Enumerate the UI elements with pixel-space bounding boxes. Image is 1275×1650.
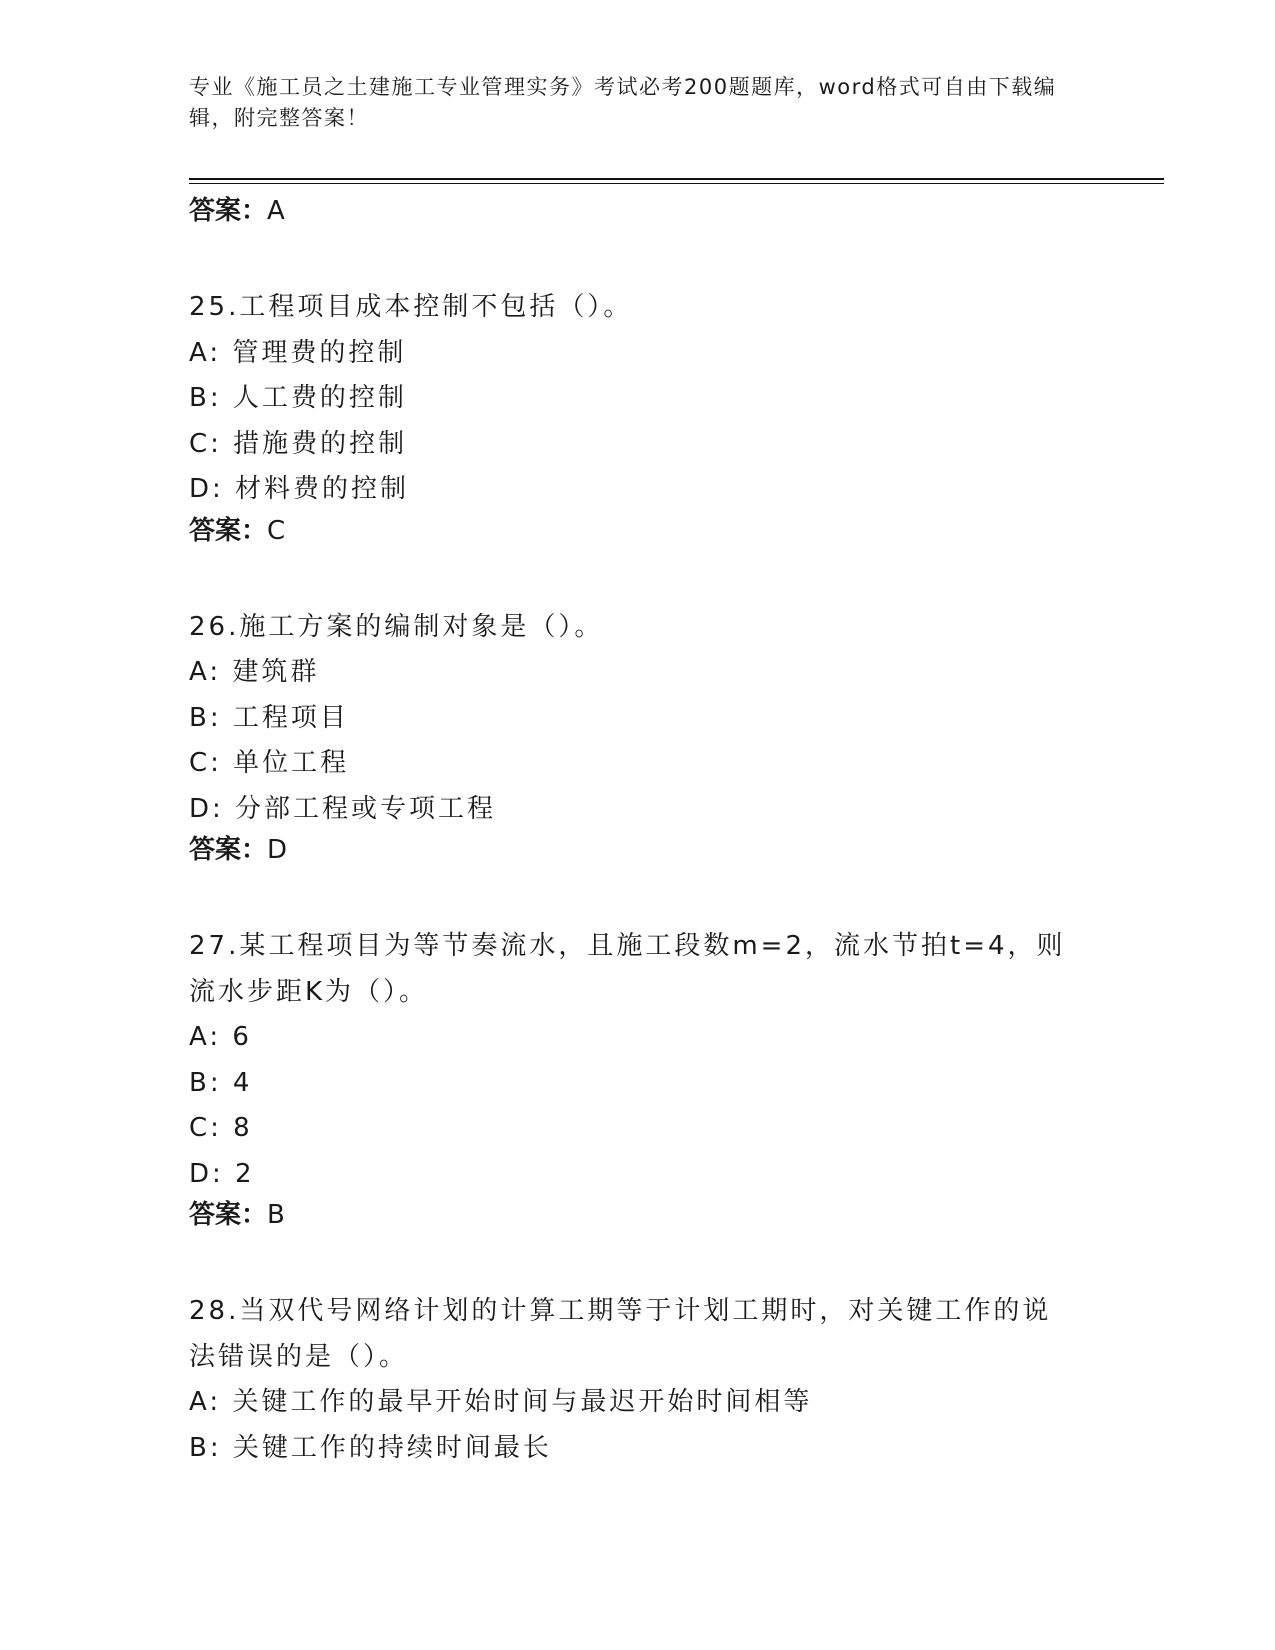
answer-value: C	[267, 515, 286, 546]
answer-value: A	[267, 196, 285, 226]
question-block	[189, 605, 1089, 869]
spacer	[189, 229, 1089, 285]
answer-line	[189, 513, 1089, 549]
question-list	[189, 193, 1089, 1471]
option-c: C: 8	[189, 1113, 253, 1143]
spacer	[189, 1233, 1089, 1289]
answer-line	[189, 832, 1089, 868]
answer-label: 答案：	[189, 1200, 268, 1230]
document-header: 专业《施工员之土建施工专业管理实务》考试必考200题题库，word格式可自由下载编辑，附完整答案！	[189, 75, 1057, 130]
option-a: A: 关键工作的最早开始时间与最迟开始时间相等	[189, 1387, 813, 1417]
option-d: D: 2	[189, 1158, 255, 1189]
question-block	[189, 924, 1089, 1233]
question-block	[189, 1289, 1089, 1471]
option-d: D: 材料费的控制	[189, 474, 410, 504]
option-d: D: 分部工程或专项工程	[189, 793, 497, 824]
option-a: A: 管理费的控制	[189, 337, 407, 368]
question-text: 26.施工方案的编制对象是（）。	[189, 611, 604, 642]
answer-line	[189, 193, 1089, 229]
option-b: B: 人工费的控制	[189, 383, 407, 413]
answer-label: 答案：	[189, 196, 268, 226]
header-rule-thin	[189, 183, 1164, 184]
question-text: 27.某工程项目为等节奏流水，且施工段数m=2，流水节拍t=4，则流水步距K为（）。	[189, 931, 1066, 1007]
spacer	[189, 868, 1089, 924]
option-b: B: 关键工作的持续时间最长	[189, 1432, 552, 1463]
option-c: C: 单位工程	[189, 748, 350, 778]
option-a: A: 6	[189, 1022, 252, 1052]
option-a: A: 建筑群	[189, 657, 320, 687]
option-c: C: 措施费的控制	[189, 428, 408, 459]
answer-label: 答案：	[189, 835, 268, 865]
header-rule-thick	[189, 178, 1164, 180]
answer-value: B	[267, 1200, 285, 1230]
question-block	[189, 285, 1089, 549]
question-text: 25.工程项目成本控制不包括（）。	[189, 292, 633, 322]
option-b: B: 4	[189, 1067, 253, 1098]
question-text: 28.当双代号网络计划的计算工期等于计划工期时，对关键工作的说法错误的是（）。	[189, 1296, 1052, 1372]
answer-label: 答案：	[189, 515, 268, 546]
answer-value: D	[267, 835, 288, 865]
spacer	[189, 549, 1089, 605]
option-b: B: 工程项目	[189, 702, 349, 733]
answer-line	[189, 1197, 1089, 1233]
